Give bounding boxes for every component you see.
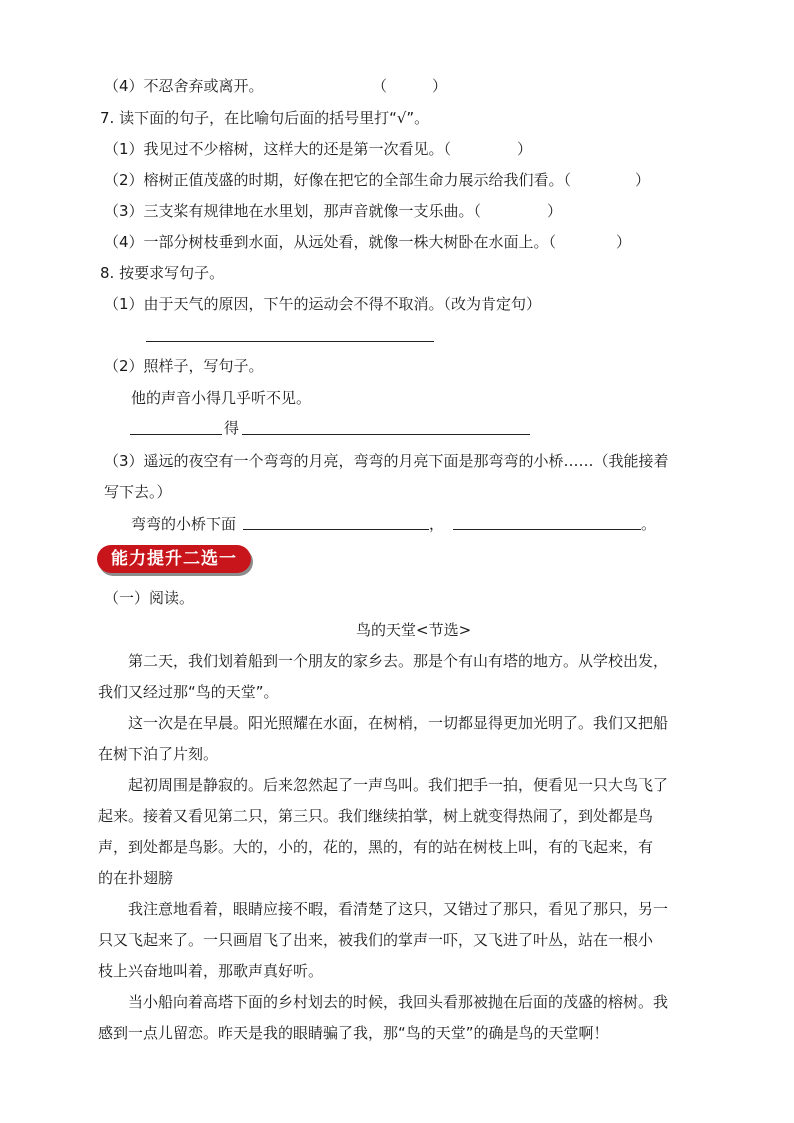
passage-line: 只又飞起来了。一只画眉飞了出来，被我们的掌声一吓，又飞进了叶丛，站在一根小: [98, 931, 654, 949]
q8-item-1-answer-line[interactable]: [146, 341, 434, 342]
q8-item-2-blank-after[interactable]: [242, 434, 530, 435]
passage-line: 的在扑翅膀: [98, 869, 174, 887]
passage-line: 声，到处都是鸟影。大的，小的，花的，黑的，有的站在树枝上叫，有的飞起来，有: [98, 838, 654, 856]
passage-line: 我注意地看着，眼睛应接不暇，看清楚了这只，又错过了那只，看见了那只，另一: [128, 900, 669, 918]
passage-line: 我们又经过那“鸟的天堂”。: [98, 683, 279, 701]
passage-line: 感到一点儿留恋。昨天是我的眼睛骗了我，那“鸟的天堂”的确是鸟的天堂啊！: [98, 1024, 609, 1042]
passage-line: 在树下泊了片刻。: [98, 745, 219, 763]
q8-item-3-blank-2[interactable]: [453, 529, 641, 530]
q8-item-2: （2）照样子，写句子。: [104, 357, 264, 375]
passage-line: 起来。接着又看见第二只，第三只。我们继续拍掌，树上就变得热闹了，到处都是鸟: [98, 807, 654, 825]
passage-line: 这一次是在早晨。阳光照耀在水面，在树梢，一切都显得更加光明了。我们又把船: [128, 714, 669, 732]
q6-item-4-answer-paren[interactable]: （ ）: [372, 77, 448, 95]
q8-item-2-example: 他的声音小得几乎听不见。: [131, 389, 312, 407]
q7-title: 7. 读下面的句子，在比喻句后面的括号里打“√”。: [100, 109, 430, 127]
passage-line: 当小船向着高塔下面的乡村划去的时候，我回头看那被抛在后面的茂盛的榕树。我: [128, 993, 669, 1011]
passage-line: 枝上兴奋地叫着，那歌声真好听。: [98, 962, 324, 980]
q8-item-3-prefix: 弯弯的小桥下面: [131, 515, 237, 533]
q8-title: 8. 按要求写句子。: [100, 264, 225, 282]
q8-item-3-line-1: （3）遥远的夜空有一个弯弯的月亮，弯弯的月亮下面是那弯弯的小桥……（我能接着: [104, 452, 669, 470]
q8-item-1: （1）由于天气的原因，下午的运动会不得不取消。（改为肯定句）: [104, 295, 542, 313]
q7-item-1: （1）我见过不少榕树，这样大的还是第一次看见。（ ）: [104, 140, 533, 158]
section-banner: 能力提升二选一: [97, 545, 251, 573]
q8-item-2-blank-before[interactable]: [130, 434, 222, 435]
passage-line: 第二天，我们划着船到一个朋友的家乡去。那是个有山有塔的地方。从学校出发，: [128, 652, 669, 670]
q7-item-3: （3）三支桨有规律地在水里划，那声音就像一支乐曲。（ ）: [104, 202, 563, 220]
q8-item-3-blank-1[interactable]: [243, 529, 429, 530]
passage-line: 起初周围是静寂的。后来忽然起了一声鸟叫。我们把手一拍，便看见一只大鸟飞了: [128, 776, 669, 794]
reading-section-label: （一）阅读。: [104, 589, 195, 607]
q8-item-3-comma: ，: [429, 515, 445, 533]
q8-item-3-line-2: 写下去。）: [104, 483, 172, 501]
q6-item-4: （4）不忍舍弃或离开。: [104, 77, 264, 95]
q7-item-4: （4）一部分树枝垂到水面，从远处看，就像一株大树卧在水面上。（ ）: [104, 233, 632, 251]
q7-item-2: （2）榕树正值茂盛的时期，好像在把它的全部生命力展示给我们看。（ ）: [104, 171, 651, 189]
q8-item-3-period: 。: [641, 515, 657, 533]
passage-title: 鸟的天堂<节选>: [356, 621, 472, 639]
q8-item-2-de: 得: [224, 419, 240, 437]
